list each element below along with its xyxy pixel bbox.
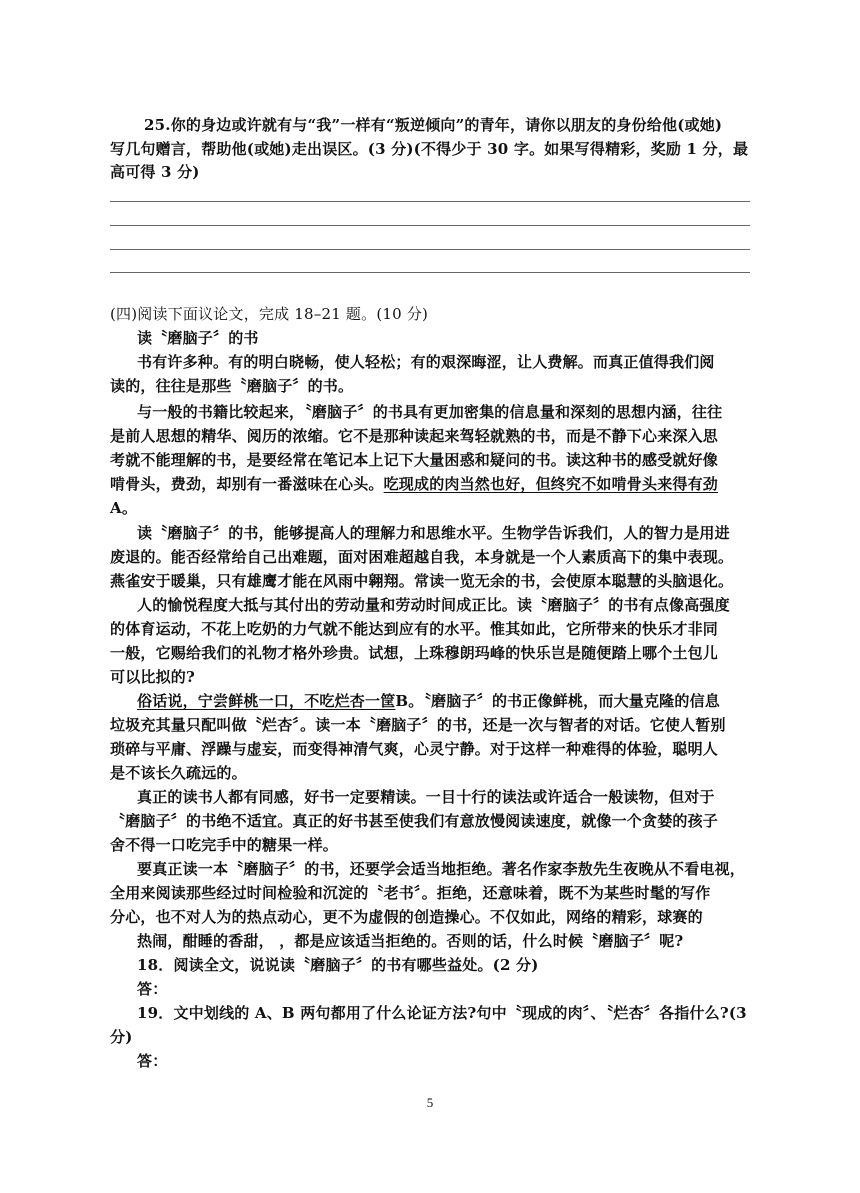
- article-line: 是前人思想的精华、阅历的浓缩。它不是那种读起来驾轻就熟的书，而是不静下心来深入思: [110, 427, 719, 445]
- article-line: A。: [110, 499, 138, 517]
- q25-line-3: 高可得 3 分): [110, 163, 200, 181]
- article-line: 热闹，酣睡的香甜， ，都是应该适当拒绝的。否则的话，什么时候〝磨脑子〞呢?: [137, 932, 684, 950]
- article-line: 人的愉悦程度大抵与其付出的劳动量和劳动时间成正比。读〝磨脑子〞的书有点像高强度: [137, 596, 730, 614]
- article-line: 一般，它赐给我们的礼物才格外珍贵。试想，上珠穆朗玛峰的快乐岂是随便踏上哪个土包儿: [110, 644, 719, 662]
- article-line: 可以比拟的?: [110, 668, 195, 686]
- q25-line-1: 25.你的身边或许就有与“我”一样有“叛逆倾向”的青年，请你以朋友的身份给他(或她): [144, 116, 723, 134]
- underlined-sentence-a: 吃现成的肉当然也好，但终究不如啃骨头来得有劲: [383, 475, 719, 493]
- article-line: 书有许多种。有的明白晓畅，使人轻松；有的艰深晦涩，让人费解。而真正值得我们阅: [137, 353, 715, 371]
- article-line-with-underline-a: [110, 473, 760, 495]
- article-text: 啃骨头，费劲，却别有一番滋味在心头。: [110, 475, 384, 493]
- article-line-with-underline-b: [137, 690, 787, 712]
- article-line: 舍不得一口吃完手中的糖果一样。: [110, 836, 339, 854]
- question-19-line-2: 分): [110, 1028, 133, 1046]
- answer-label-18: 答：: [137, 980, 168, 998]
- article-line: 是不该长久疏远的。: [110, 764, 247, 782]
- article-title: 读〝磨脑子〞的书: [137, 329, 259, 347]
- page-number: 5: [426, 1095, 434, 1110]
- answer-line-1[interactable]: [110, 201, 750, 202]
- question-18: 18．阅读全文，说说读〝磨脑子〞的书有哪些益处。(2 分): [137, 956, 539, 974]
- article-line: 燕雀安于暖巢，只有雄鹰才能在风雨中翱翔。常读一览无余的书，会使原本聪慧的头脑退化。: [110, 572, 734, 590]
- answer-line-4[interactable]: [110, 272, 750, 273]
- q25-line-2: 写几句赠言，帮助他(或她)走出误区。(3 分)(不得少于 30 字。如果写得精彩，奖励 1 分，最: [110, 140, 749, 158]
- answer-label-19: 答：: [137, 1052, 168, 1070]
- article-line: 分心，也不对人为的热点动心，更不为虚假的创造操心。不仅如此，网络的精彩，球赛的: [110, 908, 703, 926]
- article-line: 读〝磨脑子〞的书，能够提高人的理解力和思维水平。生物学告诉我们，人的智力是用进: [137, 524, 730, 542]
- article-line: 〝磨脑子〞的书绝不适宜。真正的好书甚至使我们有意放慢阅读速度，就像一个贪婪的孩子: [110, 812, 719, 830]
- article-line: 考就不能理解的书，是要经常在笔记本上记下大量困惑和疑问的书。读这种书的感受就好像: [110, 451, 719, 469]
- article-line: 垃圾充其量只配叫做〝烂杏〞。读一本〝磨脑子〞的书，还是一次与智者的对话。它使人暂别: [110, 716, 726, 734]
- article-line: 真正的读书人都有同感，好书一定要精读。一目十行的读法或许适合一般读物，但对于: [137, 788, 715, 806]
- answer-line-3[interactable]: [110, 249, 750, 250]
- underlined-sentence-b: 俗话说，宁尝鲜桃一口，不吃烂杏一筐: [137, 692, 396, 710]
- article-text: B。〝磨脑子〞的书正像鲜桃，而大量克隆的信息: [395, 692, 720, 710]
- article-line: 要真正读一本〝磨脑子〞的书，还要学会适当地拒绝。著名作家李敖先生夜晚从不看电视，: [137, 860, 746, 878]
- article-line: 与一般的书籍比较起来，〝磨脑子〞的书具有更加密集的信息量和深刻的思想内涵，往往: [137, 403, 723, 421]
- answer-line-2[interactable]: [110, 225, 750, 226]
- article-line: 全用来阅读那些经过时间检验和沉淀的〝老书〞。拒绝，还意味着，既不为某些时髦的写作: [110, 884, 711, 902]
- article-line: 的体育运动，不花上吃奶的力气就不能达到应有的水平。惟其如此，它所带来的快乐才非同: [110, 620, 719, 638]
- question-19-line-1: 19．文中划线的 A、B 两句都用了什么论证方法?句中〝现成的肉〞、〝烂杏〞各指什么?(3: [137, 1004, 747, 1022]
- article-line: 废退的。能否经常给自己出难题，面对困难超越自我，本身就是一个人素质高下的集中表现。: [110, 548, 734, 566]
- article-line: 琐碎与平庸、浮躁与虚妄，而变得神清气爽，心灵宁静。对于这样一种难得的体验，聪明人: [110, 740, 719, 758]
- section-heading: (四)阅读下面议论文，完成 18–21 题。(10 分): [110, 305, 429, 323]
- article-line: 读的，往往是那些〝磨脑子〞的书。: [110, 377, 354, 395]
